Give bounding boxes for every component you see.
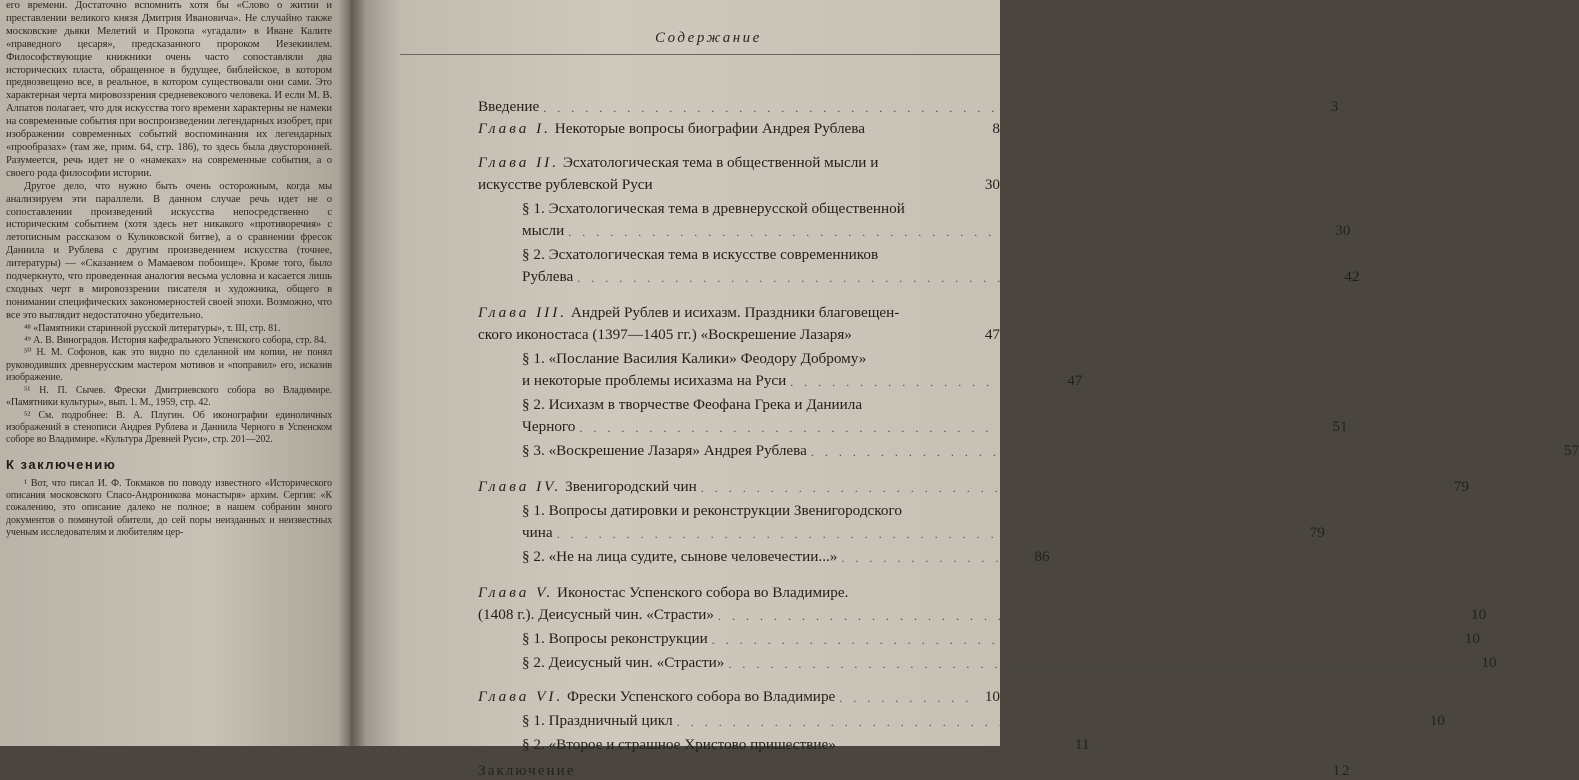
toc-entry — [478, 176, 1000, 194]
leader-dots: . . . . . . . . . . . . . . . . . . . . . . . . . . . . . . . . . . . . . . . . . . . . . . . . . . . . . . — [700, 481, 1450, 495]
toc-entry — [522, 736, 1090, 754]
toc-entry — [478, 762, 1352, 780]
toc-page-number: 42 — [1344, 268, 1360, 285]
leader-dots: . . . . . . . . . . . . . . . . . . . . . . . . . . . . . . . . . . . . . . . . . . . . . . . . . . . . . . — [579, 765, 1329, 779]
toc-entry-text: Глава V. Иконостас Успенского собора во Владимире. — [478, 584, 849, 601]
leader-dots: . . . . . . . . . . — [839, 691, 973, 705]
book-gutter-shadow — [338, 0, 366, 746]
toc-page-number: 47 — [1067, 372, 1083, 389]
toc-page-number: 79 — [1309, 524, 1325, 541]
toc-entry — [522, 418, 1348, 436]
leader-dots: . . . . . . . . . . . . . . . . . . . . . . . . . . . . . . . . . . . . . . . . . . . . . . . . . . . . . . — [556, 527, 1306, 541]
toc-entry-text: § 2. Деисусный чин. «Страсти» — [522, 654, 725, 671]
toc-entry-text: Глава IV. Звенигородский чин — [478, 478, 697, 495]
toc-entry-text: Черного — [522, 418, 576, 435]
toc-entry — [522, 268, 1360, 286]
title-rule — [400, 54, 1000, 55]
leader-dots: . . . . . . . . . . . . . . . . . . . . . . . . . . . . . . . . . . . . . . . . . . . . . . . . . . . . . . — [718, 609, 1468, 623]
toc-page-number: 10 — [1429, 712, 1445, 729]
toc-entry-text: искусстве рублевской Руси — [478, 176, 653, 193]
toc-entry-text: и некоторые проблемы исихазма на Руси — [522, 372, 787, 389]
page-title: Содержание — [655, 30, 762, 46]
toc-entry-text: Глава VI. Фрески Успенского собора во Владимире — [478, 688, 836, 705]
toc-page-number: 12 — [1332, 762, 1352, 779]
toc-entry — [478, 326, 1000, 344]
leader-dots: . . . . . . . . . . . . . . . . . . . . . . . . . . . . . . . . . . . . . . . . . . . . . . . . . . . . . . — [676, 715, 1426, 729]
toc-entry-text: мысли — [522, 222, 565, 239]
footnote: ⁴⁸ «Памятники старинной русской литературы», т. III, стр. 81. — [24, 322, 281, 334]
toc-entry-text: Глава III. Андрей Рублев и исихазм. Праздники благовещен- — [478, 304, 900, 321]
footnote: ⁵¹ Н. П. Сычев. Фрески Дмитриевского собора во Владимире. «Памятники культуры», вып. 1. М., 1959, стр. 42. — [6, 384, 332, 409]
leader-dots: . . . . . . . . . . . . . . . . . . . . . . . . . . . . . . . . . . . . . . . . . . . . . . . . . . . . . . — [728, 657, 1478, 671]
left-page-text — [6, 0, 332, 540]
toc-entry — [522, 654, 1497, 672]
toc-page-number: 51 — [1332, 418, 1348, 435]
toc-entry-text: Глава II. Эсхатологическая тема в общественной мысли и — [478, 154, 879, 171]
toc-entry-text: § 2. Эсхатологическая тема в искусстве современников — [522, 246, 879, 263]
toc-page-number: 30 — [984, 176, 1000, 193]
leader-dots: . . . . . . . . . . . . . . . . . . . . . . . . . . . . . . . . . . . . . . . . . . . . . . . . . . . . . . . . — [543, 101, 1321, 115]
left-page — [0, 0, 350, 746]
toc-entry — [478, 154, 1000, 172]
toc-entry-text: Рублева — [522, 268, 574, 285]
toc-entry — [522, 442, 1579, 460]
toc-page-number: 79 — [1453, 478, 1469, 495]
chapter-label: Глава V. — [478, 584, 554, 601]
toc-page-number: 86 — [1034, 548, 1050, 565]
toc-entry-text: § 1. Вопросы датировки и реконструкции Звенигородского — [522, 502, 902, 519]
toc-entry-text: § 1. «Послание Василия Калики» Феодору Доброму» — [522, 350, 867, 367]
toc-page-number: 3 — [1330, 98, 1339, 115]
toc-entry — [478, 606, 1487, 624]
chapter-label: Глава VI. — [478, 688, 564, 705]
section-footnote: ¹ Вот, что писал И. Ф. Токмаков по поводу известного «Исторического описания московского Спасо-Андроникова монастыря» архим. Сергия: «К сожалению, это описание далеко не полное; в нашем собрании много документов о помянутой обители, до сей поры неизданных и неизвестных ученым исследователям и любителям цер- — [6, 477, 332, 539]
toc-entry — [522, 712, 1445, 730]
leader-dots: . . . . . . . . . . . . . . . . . . . . . . . . . . . . . . . . . . . . . . . . . . . . . . . . . . . . . . . — [577, 271, 1341, 285]
toc-entry-text: § 1. Эсхатологическая тема в древнерусской общественной — [522, 200, 905, 217]
toc-page-number: 57 — [1563, 442, 1579, 459]
leader-dots: . . . . . . . . . . . . . . . . . . . . — [790, 375, 1064, 389]
leader-dots: . . . . . . . . . . . . . . . . . . . . . . . . . . . . . . . . . . . . . . . . . . . . . . . . . . . . . . — [810, 445, 1560, 459]
body-paragraph: Другое дело, что нужно быть очень осторожным, когда мы анализируем эти параллели. В данном случае речь идет не о сопоставлении произведений искусства непосредственно с историческим событием (хотя здесь нет никакого «противоречия» с летописным рассказом о Куликовской битве), а о сравнении фресок Даниила и Рублева с другим произведением искусства (точнее, литературы) — «Сказанием о Мамаевом побоище». Кроме того, было подчеркнуто, что проведенная аналогия весьма условна и касается лишь сходных черт в мировоззрении писателя и художника, общего в понимании специфических закономерностей своей эпохи. Возможно, что все это выглядит недостаточно убедительно. — [6, 180, 332, 321]
toc-page-number: 47 — [984, 326, 1000, 343]
toc-entry — [522, 502, 1000, 520]
toc-entry — [478, 304, 1000, 322]
toc-entry — [522, 548, 1050, 566]
chapter-label: Глава I. — [478, 120, 551, 137]
leader-dots: . . . . . . . . . . . . . . — [841, 551, 1031, 565]
toc-entry-text: § 2. «Второе и страшное Христово пришествие» — [522, 736, 836, 753]
toc-entry-text: ского иконостаса (1397—1405 гг.) «Воскрешение Лазаря» — [478, 326, 852, 343]
toc-entry — [522, 200, 1000, 218]
toc-entry — [478, 584, 1000, 602]
toc-entry — [478, 478, 1469, 496]
toc-page-number: 30 — [1335, 222, 1351, 239]
chapter-label: Глава II. — [478, 154, 560, 171]
toc-entry — [478, 688, 1000, 706]
toc-page-number: 10 — [984, 688, 1000, 705]
toc-entry-text: § 1. Вопросы реконструкции — [522, 630, 708, 647]
toc-entry-text: чина — [522, 524, 553, 541]
toc-entry — [522, 246, 1000, 264]
section-heading: К заключению — [6, 456, 117, 472]
toc-entry — [522, 350, 1000, 368]
leader-dots: . . . . . . . . . . . . . . . . . . . . . . . . . . . . . . . . . . . . . . . . . . . . . . . . . . . . . . . — [568, 225, 1332, 239]
toc-entry — [522, 222, 1351, 240]
toc-entry — [522, 524, 1325, 542]
toc-entry — [478, 98, 1339, 116]
footnote: ⁴⁹ А. В. Виноградов. История кафедрального Успенского собора, стр. 84. — [24, 335, 327, 347]
toc-entry — [522, 396, 1000, 414]
leader-dots: . . . . . . . . . . . . . . . . . . . . . . . . . . . . . . . . . . . . . . . . . . . . . . . . . . . . . . — [579, 421, 1329, 435]
footnote: ⁵² См. подробнее: В. А. Плугин. Об иконографии единоличных изображений в стенописи Андрея Рублева и Даниила Черного в Успенском соборе во Владимире. «Культура Древней Руси», стр. 201—202. — [6, 409, 332, 446]
chapter-label: Глава IV. — [478, 478, 562, 495]
right-page — [350, 0, 1579, 779]
toc-page-number: 10 — [1481, 654, 1497, 671]
footnote: ⁵⁰ Н. М. Софонов, как это видно по сделанной им копии, не понял руководивших древнерусским мастером мотивов и «поправил» его, исказив изображение. — [6, 347, 332, 384]
toc-entry-text: Введение — [478, 98, 540, 115]
toc-entry-text: § 2. «Не на лица судите, сынове человечестии...» — [522, 548, 838, 565]
toc-entry — [522, 372, 1083, 390]
leader-dots: . . . . . . . . . . . . . . . . . — [839, 739, 1071, 753]
toc-entry-text: § 2. Исихазм в творчестве Феофана Грека и Даниила — [522, 396, 863, 413]
leader-dots: . . . . . . . . . . . . . . . . . . . . . . . . . . . . . . . . . . . . . . . . . . . . . . . . . . . . . . — [711, 633, 1461, 647]
toc-entry-text: (1408 г.). Деисусный чин. «Страсти» — [478, 606, 715, 623]
toc-page-number: 10 — [1471, 606, 1487, 623]
toc-page-number: 8 — [992, 120, 1000, 137]
body-paragraph: его времени. Достаточно вспомнить хотя бы «Слово о житии и преставлении великого князя Дмитрия Ивановича». Не случайно также московские дьяки Мелетий и Прокопа «угадали» в Иване Калите «праведного цесаря», предсказанного пророком Иезекиилем. Философствующие книжники очень часто сопоставляли два исторических пласта, обращенное в будущее, библейское, в котором предвозвещено все, в реальное, в котором существовали они сами. Это характерная черта мировоззрения средневекового человека. И если М. В. Алпатов полагает, что для искусства того времени характерны не намеки на современные события при воспроизведении легендарных изобрет, при изображении современных событий воспоминания их легендарных «прообразах» (там же, прим. 64, стр. 186), то здесь была двусторонней. Разумеется, речь идет не о «намеках» на современные события, а о своего рода философии истории. — [6, 0, 332, 179]
toc-entry — [478, 120, 1000, 138]
toc-entry-text: Глава I. Некоторые вопросы биографии Андрея Рублева — [478, 120, 866, 137]
toc-entry-text: § 3. «Воскрешение Лазаря» Андрея Рублева — [522, 442, 807, 459]
toc-entry — [522, 630, 1480, 648]
toc-page-number: 11 — [1074, 736, 1090, 753]
toc-entry-text: Заключение — [478, 762, 576, 779]
toc-page-number: 10 — [1464, 630, 1480, 647]
chapter-label: Глава III. — [478, 304, 568, 321]
toc-entry-text: § 1. Праздничный цикл — [522, 712, 673, 729]
